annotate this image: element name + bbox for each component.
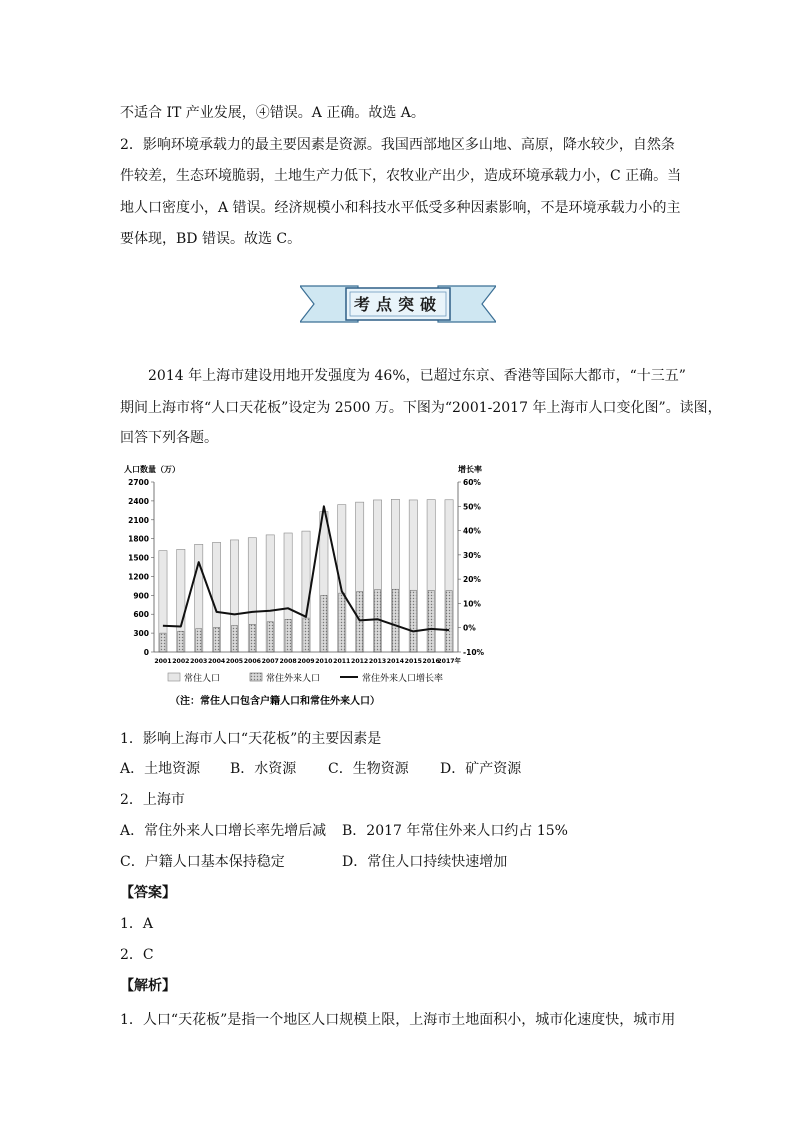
migrant-bar	[321, 595, 327, 652]
left-tick-label: 1500	[128, 553, 149, 563]
banner-title: 考点突破	[353, 295, 443, 314]
text-line: 不适合 IT 产业发展，④错误。A 正确。故选 A。	[120, 105, 425, 121]
legend-label: 常住外来人口增长率	[362, 674, 444, 684]
x-tick-label: 2014	[386, 658, 405, 665]
right-tick-label: 30%	[463, 550, 481, 560]
intro-line: 回答下列各题。	[120, 430, 218, 446]
x-tick-label: 2013	[368, 658, 387, 665]
intro-line: 期间上海市将“人口天花板”设定为 2500 万。下图为“2001-2017 年上海市人口变化图”。读图，	[120, 400, 722, 416]
x-tick-label: 2010	[315, 658, 333, 665]
question-2: 2．上海市	[120, 792, 185, 808]
right-tick-label: 20%	[463, 575, 481, 585]
migrant-bar	[357, 592, 363, 652]
migrant-bar	[285, 619, 291, 652]
population-chart	[118, 462, 490, 712]
migrant-bar	[428, 590, 434, 652]
left-tick-label: 900	[133, 591, 149, 601]
x-tick-label: 2017年	[437, 658, 461, 665]
x-tick-label: 2012	[351, 658, 369, 665]
q1-option-d[interactable]: D．矿产资源	[440, 761, 522, 777]
q1-option-c[interactable]: C．生物资源	[328, 761, 409, 777]
text-line: 地人口密度小，A 错误。经济规模小和科技水平低受多种因素影响，不是环境承载力小的主	[120, 200, 681, 216]
migrant-bar	[160, 633, 166, 652]
q2-option-b[interactable]: B．2017 年常住外来人口约占 15%	[342, 823, 568, 839]
left-tick-label: 0	[143, 648, 149, 657]
analysis-line: 1．人口“天花板”是指一个地区人口规模上限，上海市土地面积小，城市化速度快，城市用	[120, 1012, 676, 1028]
left-tick-label: 2100	[128, 515, 149, 525]
question-1: 1．影响上海市人口“天花板”的主要因素是	[120, 731, 382, 747]
q2-option-a[interactable]: A．常住外来人口增长率先增后减	[120, 823, 327, 839]
legend-swatch-resident	[168, 673, 180, 681]
x-tick-label: 2008	[279, 658, 297, 665]
migrant-bar	[410, 590, 416, 652]
left-tick-label: 2700	[128, 478, 149, 487]
chart-note: （注：常住人口包含户籍人口和常住外来人口）	[170, 696, 380, 707]
section-banner	[300, 284, 496, 324]
intro-line: 2014 年上海市建设用地开发强度为 46%，已超过东京、香港等国际大都市，“十三五”	[148, 368, 686, 384]
x-tick-label: 2016	[422, 658, 440, 665]
legend-label: 常住人口	[184, 674, 221, 684]
x-tick-label: 2005	[225, 658, 244, 665]
answer-heading: 【答案】	[120, 885, 176, 901]
right-tick-label: 10%	[463, 599, 481, 609]
migrant-bar	[446, 591, 452, 652]
left-tick-label: 2400	[128, 496, 149, 506]
q1-option-b[interactable]: B．水资源	[230, 761, 297, 777]
migrant-bar	[339, 593, 345, 652]
migrant-bar	[249, 624, 255, 652]
left-tick-label: 600	[133, 610, 149, 620]
x-tick-label: 2007	[261, 658, 279, 665]
legend-label: 常住外来人口	[266, 674, 321, 684]
answer-2: 2．C	[120, 947, 154, 963]
x-tick-label: 2004	[207, 658, 226, 665]
right-tick-label: 0%	[463, 623, 476, 633]
text-line: 件较差，生态环境脆弱，土地生产力低下，农牧业产出少，造成环境承载力小，C 正确。当	[120, 168, 682, 184]
left-tick-label: 1200	[128, 572, 149, 582]
legend-swatch-migrant	[250, 673, 262, 681]
x-tick-label: 2001	[154, 658, 172, 665]
text-line: 要体现，BD 错误。故选 C。	[120, 231, 302, 247]
migrant-bar	[267, 622, 273, 652]
right-tick-label: 60%	[463, 478, 481, 487]
x-tick-label: 2009	[297, 658, 315, 665]
text-line: 2．影响环境承载力的最主要因素是资源。我国西部地区多山地、高原，降水较少，自然条	[120, 137, 675, 153]
x-tick-label: 2015	[404, 658, 422, 665]
migrant-bar	[178, 631, 184, 652]
q2-option-d[interactable]: D．常住人口持续快速增加	[342, 854, 508, 870]
migrant-bar	[231, 626, 237, 652]
migrant-bar	[196, 629, 202, 652]
x-tick-label: 2002	[172, 658, 190, 665]
x-tick-label: 2003	[190, 658, 208, 665]
left-tick-label: 300	[133, 629, 149, 639]
q1-option-a[interactable]: A．土地资源	[120, 761, 201, 777]
migrant-bar	[392, 589, 398, 652]
migrant-bar	[213, 627, 219, 652]
analysis-heading: 【解析】	[120, 978, 176, 994]
right-axis-label: 增长率	[458, 465, 482, 474]
answer-1: 1．A	[120, 916, 154, 932]
x-tick-label: 2006	[243, 658, 261, 665]
right-tick-label: 40%	[463, 526, 481, 536]
q2-option-c[interactable]: C．户籍人口基本保持稳定	[120, 854, 285, 870]
migrant-bar	[303, 618, 309, 652]
right-tick-label: 50%	[463, 502, 481, 512]
right-tick-label: -10%	[463, 648, 485, 657]
left-tick-label: 1800	[128, 534, 149, 544]
left-axis-label: 人口数量（万）	[124, 465, 180, 474]
x-tick-label: 2011	[333, 658, 351, 665]
